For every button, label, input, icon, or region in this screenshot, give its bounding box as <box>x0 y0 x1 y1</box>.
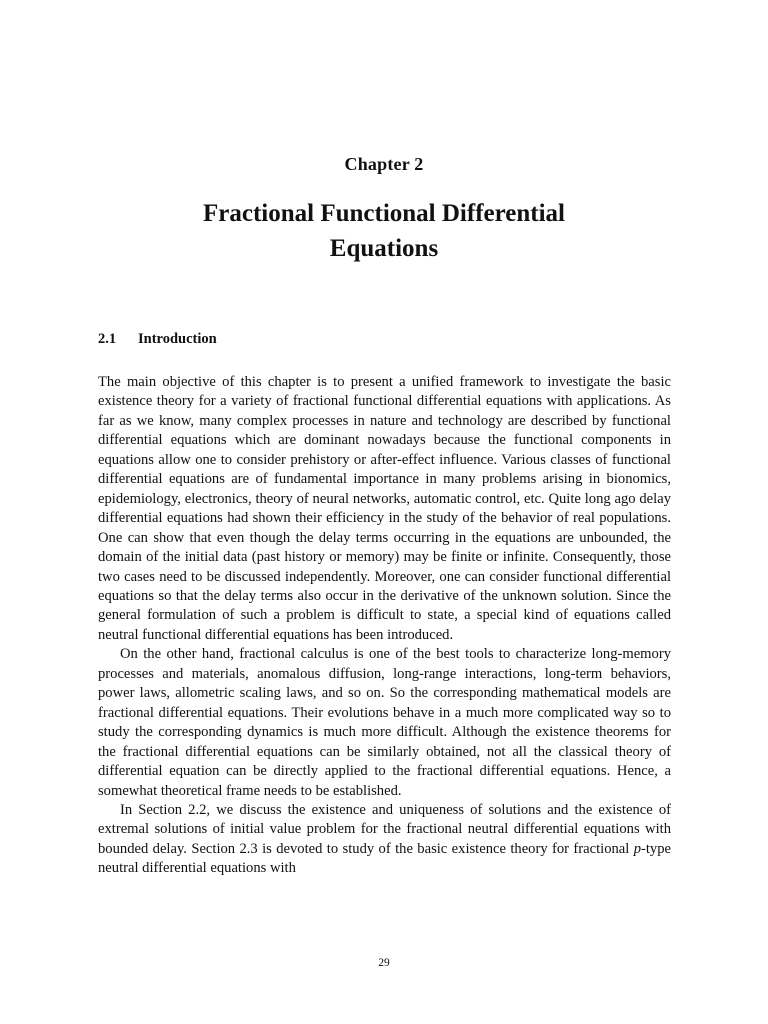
paragraph-2: On the other hand, fractional calculus is one of the best tools to characterize long-memory processes and materials, anomalous diffusion, long-range interactions, long-term behaviors, power laws, allometric scaling laws, and so on. So the corresponding mathematical models are fractional differential equations. Their evolutions behave in a much more complicated way so to study the corresponding dynamics is much more difficult. Although the existence theorems for the fractional differential equations can be similarly obtained, not all the classical theory of differential equation can be directly applied to the fractional differential equations. Hence, a somewhat theoretical frame needs to be established. <box>98 646 671 799</box>
section-heading <box>98 331 217 348</box>
paragraph-1: The main objective of this chapter is to present a unified framework to investigate the basic existence theory for a variety of fractional functional differential equations with applications. As far as we know, many complex processes in nature and technology are described by functional differential equations which are dominant nowadays because the functional components in equations allow one to consider prehistory or after-effect influence. Various classes of functional differential equations are of fundamental importance in many problems arising in bionomics, epidemiology, electronics, theory of neural networks, automatic control, etc. Quite long ago delay differential equations had shown their efficiency in the study of the behavior of real populations. One can show that even though the delay terms occurring in the equations are unbounded, the domain of the initial data (past history or memory) may be finite or infinite. Consequently, those two cases need to be discussed independently. Moreover, one can consider functional differential equations so that the delay terms also occur in the derivative of the unknown solution. Since the general formulation of such a problem is difficult to state, a special kind of equations called neutral functional differential equations has been introduced. <box>98 374 671 643</box>
paragraph-3-text-a: In Section 2.2, we discuss the existence and uniqueness of solutions and the existence of extremal solutions of initial value problem for the fractional neutral differential equations with bounded delay. Section 2.3 is devoted to study of the basic existence theory for fractional <box>98 801 671 857</box>
body-text <box>98 373 671 879</box>
section-number: 2.1 <box>98 331 117 347</box>
chapter-label: Chapter 2 <box>344 154 424 174</box>
chapter-title-line-2: Equations <box>329 235 439 262</box>
chapter-title <box>0 196 768 266</box>
paragraph-3 <box>98 801 671 879</box>
chapter-title-line-1: Fractional Functional Differential <box>203 200 565 227</box>
section-title: Introduction <box>138 331 217 347</box>
paragraph-3-text-b: -type neutral differential equations with <box>98 840 671 877</box>
page-number: 29 <box>378 957 390 969</box>
paragraph-3-italic-p: p <box>633 840 641 857</box>
